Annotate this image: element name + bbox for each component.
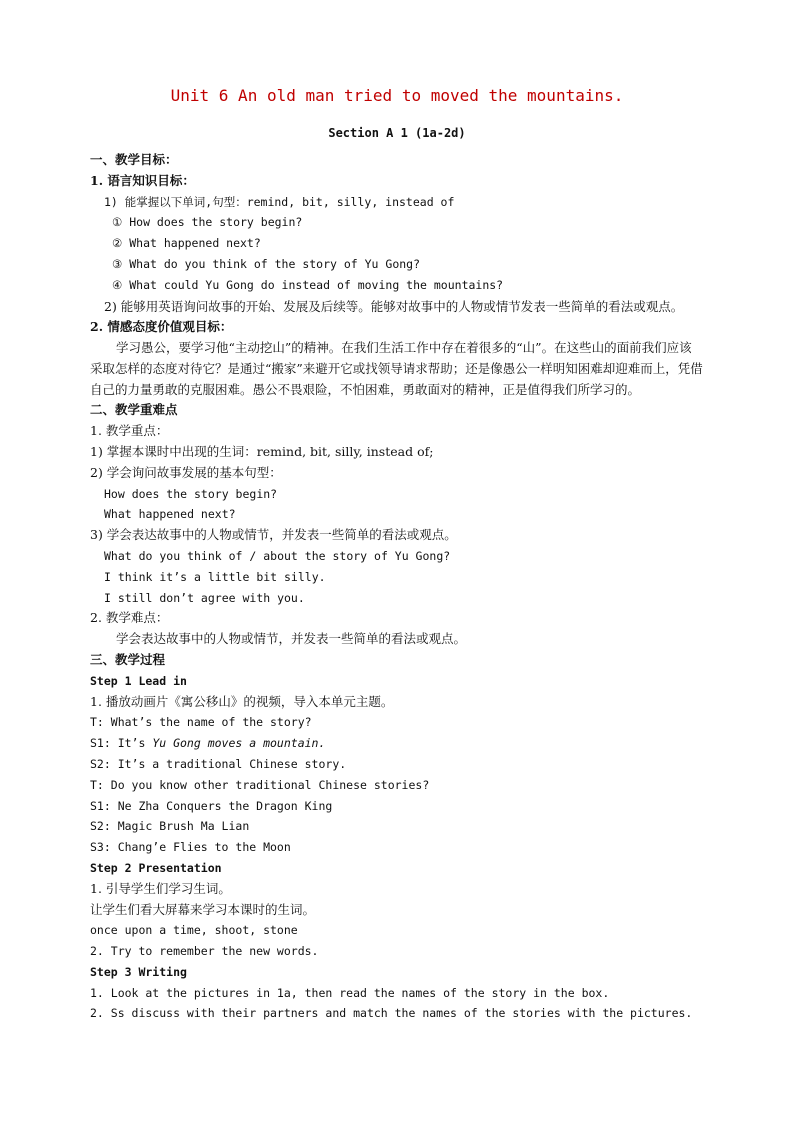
key-point-1a: 1) 掌握本课时中出现的生词：remind, bit, silly, instead of; xyxy=(90,443,434,459)
heading-objectives: 一、教学目标： xyxy=(90,152,178,167)
step-2-item-2: 2. Try to remember the new words. xyxy=(90,944,319,959)
dialogue-line: S1: Ne Zha Conquers the Dragon King xyxy=(90,798,333,813)
step-2-item-1: 1. 引导学生们学习生词。 xyxy=(90,880,231,896)
knowledge-item-2: 2) 能够用英语询问故事的开始、发展及后续等。能够对故事中的人物或情节发表一些简单的看法或观点。 xyxy=(104,298,684,314)
knowledge-sentence-2: ② What happened next? xyxy=(112,236,261,251)
key-sentence-begin: How does the story begin? xyxy=(104,486,278,501)
key-point-1b: 2) 学会询问故事发展的基本句型： xyxy=(90,464,282,480)
document-body xyxy=(90,150,704,1024)
heading-knowledge: 1. 语言知识目标： xyxy=(90,172,195,188)
step-1-item-1: 1. 播放动画片《寓公移山》的视频，导入本单元主题。 xyxy=(90,693,394,709)
step-2-item-1a: 让学生们看大屏幕来学习本课时的生词。 xyxy=(90,901,316,917)
heading-process: 三、教学过程 xyxy=(90,651,166,667)
knowledge-item-1: 1) 能掌握以下单词,句型：remind, bit, silly, instead of xyxy=(104,194,455,209)
heading-key-points: 二、教学重难点 xyxy=(90,402,178,418)
knowledge-sentence-1: ① How does the story begin? xyxy=(112,215,303,230)
document-title: Unit 6 An old man tried to moved the mountains. xyxy=(170,86,624,105)
knowledge-sentence-4: ④ What could Yu Gong do instead of moving the mountains? xyxy=(112,277,504,292)
key-point-1: 1. 教学重点： xyxy=(90,423,169,439)
step-3-item-2: 2. Ss discuss with their partners and match the names of the stories with the pictures. xyxy=(90,1006,693,1021)
dialogue-line: S3: Chang’e Flies to the Moon xyxy=(90,840,291,855)
new-words: once upon a time, shoot, stone xyxy=(90,923,298,938)
key-sentence-next: What happened next? xyxy=(104,507,236,522)
dialogue-line: T: Do you know other traditional Chinese stories? xyxy=(90,777,430,792)
key-point-2: 2. 教学难点： xyxy=(90,610,169,626)
key-sentence-silly: I think it’s a little bit silly. xyxy=(104,569,326,584)
dialogue-line: T: What’s the name of the story? xyxy=(90,715,312,730)
key-point-2a: 学会表达故事中的人物或情节，并发表一些简单的看法或观点。 xyxy=(116,631,467,647)
story-name: Yu Gong moves a mountain. xyxy=(152,736,326,751)
key-sentence-agree: I still don’t agree with you. xyxy=(104,590,305,605)
step-1-title: Step 1 Lead in xyxy=(90,673,187,688)
dialogue-line: S1: It’s Yu Gong moves a mountain. xyxy=(90,736,326,751)
key-sentence-think: What do you think of / about the story of Yu Gong? xyxy=(104,548,451,563)
step-2-title: Step 2 Presentation xyxy=(90,860,222,875)
key-point-1c: 3) 学会表达故事中的人物或情节，并发表一些简单的看法或观点。 xyxy=(90,527,457,543)
section-subtitle: Section A 1 (1a-2d) xyxy=(328,126,466,140)
dialogue-line: S2: It’s a traditional Chinese story. xyxy=(90,756,347,771)
emotion-paragraph: 学习愚公，要学习他“主动挖山”的精神。在我们生活工作中存在着很多的“山”。在这些山的面前我们应该采取怎样的态度对待它？是通过“搬家”来避开它或找领导请求帮助；还是像愚公一样明知困难却迎难而上，凭借自己的力量勇敢的克服困难。愚公不畏艰险，不怕困难，勇敢面对的精神，正是值得我们所学习的。 xyxy=(90,340,703,398)
step-3-title: Step 3 Writing xyxy=(90,964,187,979)
dialogue-line: S2: Magic Brush Ma Lian xyxy=(90,819,250,834)
heading-emotion: 2. 情感态度价值观目标： xyxy=(90,318,233,334)
step-3-item-1: 1. Look at the pictures in 1a, then read the names of the story in the box. xyxy=(90,985,610,1000)
knowledge-sentence-3: ③ What do you think of the story of Yu Gong? xyxy=(112,256,421,271)
